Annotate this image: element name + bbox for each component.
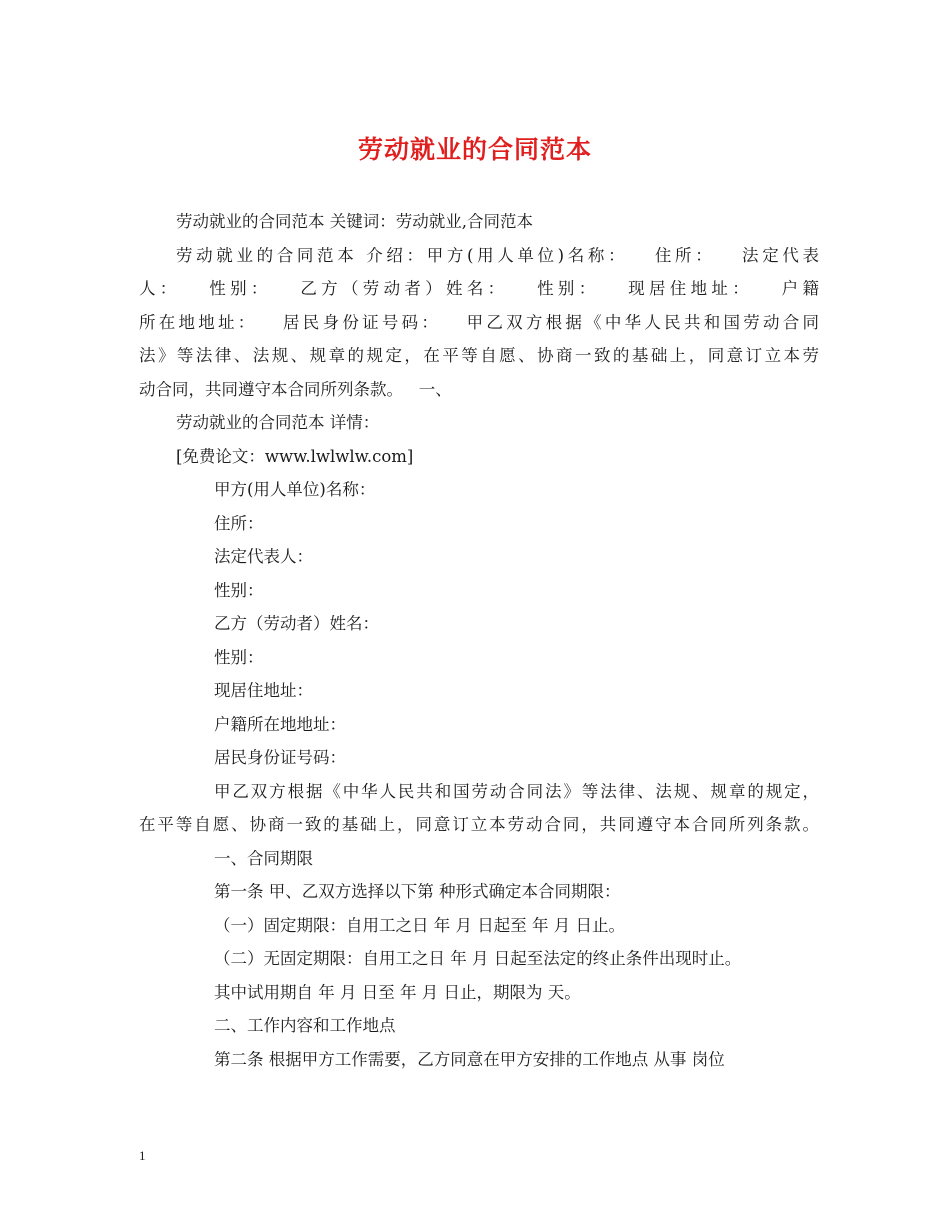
section-heading: 二、工作内容和工作地点 — [214, 1016, 396, 1035]
field-current-address: 现居住地址： — [214, 681, 313, 700]
document-body — [139, 205, 819, 1076]
clause-line: 第二条 根据甲方工作需要，乙方同意在甲方安排的工作地点 从事 岗位 — [214, 1049, 725, 1069]
section-heading: 一、合同期限 — [214, 848, 313, 868]
details-heading: 劳动就业的合同范本 详情： — [176, 413, 380, 432]
field-employee-name: 乙方（劳动者）姓名： — [214, 614, 379, 633]
clause-line: （二）无固定期限：自用工之日 年 月 日起至法定的终止条件出现时止。 — [214, 949, 742, 968]
clause-line: （一）固定期限：自用工之日 年 月 日起至 年 月 日止。 — [214, 915, 625, 935]
intro-line: 劳动就业的合同范本 介绍：甲方(用人单位)名称： 住所： 法定代表 — [176, 245, 819, 265]
field-id-number: 居民身份证号码： — [214, 748, 346, 767]
keywords-line: 劳动就业的合同范本 关键词：劳动就业,合同范本 — [176, 212, 533, 231]
intro-line: 动合同，共同遵守本合同所列条款。 一、 — [139, 379, 452, 399]
page-number: 1 — [139, 1148, 146, 1163]
field-legal-representative: 法定代表人： — [214, 547, 313, 566]
field-address: 住所： — [214, 513, 264, 533]
field-gender: 性别： — [214, 647, 264, 667]
field-gender: 性别： — [214, 580, 264, 600]
source-line: [免费论文：www.lwlwlw.com] — [176, 446, 414, 466]
field-household-address: 户籍所在地地址： — [214, 714, 346, 734]
field-employer-name: 甲方(用人单位)名称： — [214, 480, 376, 499]
intro-line: 所在地地址： 居民身份证号码： 甲乙双方根据《中华人民共和国劳动合同 — [139, 312, 819, 332]
clause-line: 第一条 甲、乙双方选择以下第 种形式确定本合同期限： — [214, 882, 621, 901]
intro-line: 法》等法律、法规、规章的规定，在平等自愿、协商一致的基础上，同意订立本劳 — [139, 346, 819, 365]
document-title: 劳动就业的合同范本 — [357, 135, 592, 164]
agreement-line: 甲乙双方根据《中华人民共和国劳动合同法》等法律、法规、规章的规定， — [214, 781, 819, 801]
clause-line: 其中试用期自 年 月 日至 年 月 日止，期限为 天。 — [214, 982, 581, 1002]
agreement-line: 在平等自愿、协商一致的基础上，同意订立本劳动合同，共同遵守本合同所列条款。 — [139, 815, 819, 834]
intro-line: 人： 性别： 乙方（劳动者）姓名： 性别： 现居住地址： 户籍 — [139, 279, 819, 298]
